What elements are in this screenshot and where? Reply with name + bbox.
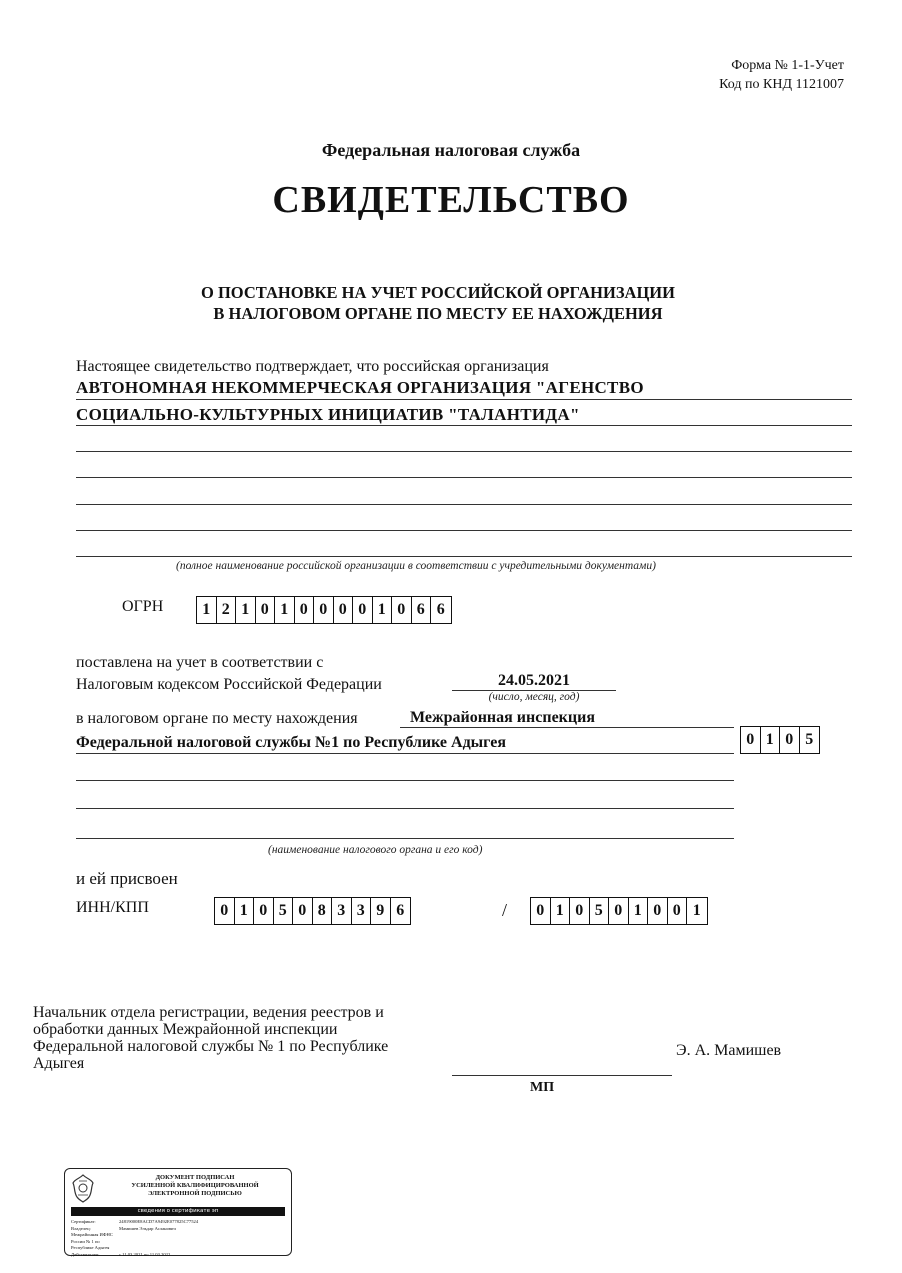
signatory-position-line: Федеральной налоговой службы № 1 по Республике (33, 1038, 389, 1055)
coat-of-arms-icon (71, 1173, 95, 1203)
digit-cell: 6 (412, 597, 432, 623)
digit-cell: 1 (373, 597, 393, 623)
registration-line-1: поставлена на учет в соответствии с (76, 654, 324, 671)
digit-cell: 3 (352, 898, 372, 924)
stamp-row-key: Сертификат: (71, 1219, 96, 1224)
digit-cell: 0 (254, 898, 274, 924)
digit-cell: 1 (761, 727, 781, 753)
divider-line (76, 838, 734, 839)
signatory-position (33, 1004, 453, 1072)
seal-mark: МП (530, 1080, 555, 1095)
divider-line (76, 451, 852, 452)
digit-cell: 0 (295, 597, 315, 623)
digit-cell: 0 (215, 898, 235, 924)
digit-cell: 0 (780, 727, 800, 753)
digit-cell: 9 (371, 898, 391, 924)
stamp-row (71, 1232, 198, 1252)
stamp-row-value: 24819000E8ACD7A9492E077825C77524 (119, 1219, 199, 1224)
signature-line (452, 1075, 672, 1076)
stamp-row-key: Владелец: (71, 1225, 91, 1231)
divider-line (76, 530, 852, 531)
signatory-position-line: Адыгея (33, 1055, 85, 1072)
registration-line-2: Налоговым кодексом Российской Федерации (76, 676, 382, 693)
digit-cell: 1 (236, 597, 256, 623)
digit-cell: 1 (551, 898, 571, 924)
digit-cell: 5 (590, 898, 610, 924)
digit-cell: 0 (392, 597, 412, 623)
stamp-row-key: Действителен: (71, 1251, 100, 1257)
divider-line (76, 477, 852, 478)
stamp-header-line: ДОКУМЕНТ ПОДПИСАН (155, 1174, 235, 1181)
stamp-header-line: УСИЛЕННОЙ КВАЛИФИЦИРОВАННОЙ (131, 1182, 259, 1189)
digit-cell: 0 (353, 597, 373, 623)
digit-cell: 0 (531, 898, 551, 924)
org-caption: (полное наименование российской организации в соответствии с учредительными документами) (176, 560, 656, 572)
date-caption: (число, месяц, год) (488, 691, 580, 703)
agency-name: Федеральная налоговая служба (321, 140, 581, 160)
signatory-position-line: Начальник отдела регистрации, ведения реестров и (33, 1004, 384, 1021)
digit-cell: 0 (293, 898, 313, 924)
digit-cell: 0 (256, 597, 276, 623)
intro-text: Настоящее свидетельство подтверждает, что российская организация (76, 358, 549, 375)
assigned-label: и ей присвоен (76, 869, 178, 888)
divider-line (400, 727, 734, 728)
authority-line-1: Межрайонная инспекция (410, 709, 595, 726)
digit-cell: 6 (396, 902, 405, 919)
authority-line-2: Федеральной налоговой службы №1 по Республике Адыгея (76, 734, 506, 751)
e-signature-stamp (64, 1168, 292, 1256)
digit-cell: 2 (217, 597, 237, 623)
org-name-line-2: СОЦИАЛЬНО-КУЛЬТУРНЫХ ИНИЦИАТИВ "ТАЛАНТИДА" (76, 405, 580, 424)
authority-code-boxes (740, 726, 820, 754)
signatory-name: Э. А. Мамишев (676, 1042, 782, 1059)
stamp-header (105, 1174, 285, 1198)
kpp-boxes (530, 897, 708, 925)
subtitle-line-1: О ПОСТАНОВКЕ НА УЧЕТ РОССИЙСКОЙ ОРГАНИЗАЦИИ (201, 283, 675, 302)
digit-cell: 6 (436, 601, 445, 618)
divider-line (76, 425, 852, 426)
divider-line (76, 504, 852, 505)
stamp-row-value: Мамишев Эльдар Асланович (119, 1225, 176, 1231)
form-number: Форма № 1-1-Учет (731, 58, 844, 73)
registration-date: 24.05.2021 (498, 672, 570, 689)
place-label: в налоговом органе по месту нахождения (76, 710, 358, 727)
digit-cell: 0 (570, 898, 590, 924)
stamp-details (71, 1219, 198, 1258)
digit-cell: 1 (197, 597, 217, 623)
digit-cell: 1 (235, 898, 255, 924)
digit-cell: 8 (313, 898, 333, 924)
inn-kpp-label: ИНН/КПП (76, 899, 149, 916)
form-code-block (719, 56, 844, 94)
stamp-header-line: ЭЛЕКТРОННОЙ ПОДПИСЬЮ (148, 1190, 242, 1197)
knd-code: Код по КНД 1121007 (719, 77, 844, 92)
digit-cell: 0 (609, 898, 629, 924)
stamp-row-value: с 11.03.2021 по 11.03.2022 (119, 1251, 171, 1257)
document-title: СВИДЕТЕЛЬСТВО (272, 179, 630, 221)
digit-cell: 0 (334, 597, 354, 623)
stamp-info-bar: сведения о сертификате эп (71, 1207, 285, 1216)
ogrn-boxes (196, 596, 452, 624)
inn-kpp-separator: / (502, 900, 508, 920)
divider-line (76, 808, 734, 809)
ogrn-label: ОГРН (122, 598, 164, 615)
authority-caption: (наименование налогового органа и его код) (268, 844, 483, 856)
stamp-row (71, 1252, 198, 1259)
digit-cell: 1 (275, 597, 295, 623)
digit-cell: 0 (314, 597, 334, 623)
digit-cell: 1 (629, 898, 649, 924)
divider-line (76, 399, 852, 400)
subtitle-line-2: В НАЛОГОВОМ ОРГАНЕ ПО МЕСТУ ЕЕ НАХОЖДЕНИЯ (213, 304, 663, 323)
divider-line (76, 556, 852, 557)
inn-boxes (214, 897, 411, 925)
digit-cell: 0 (741, 727, 761, 753)
digit-cell: 5 (805, 731, 814, 748)
digit-cell: 5 (274, 898, 294, 924)
org-name-line-1: АВТОНОМНАЯ НЕКОММЕРЧЕСКАЯ ОРГАНИЗАЦИЯ "АГЕНСТВО (76, 378, 644, 397)
digit-cell: 1 (692, 902, 701, 919)
document-subtitle (0, 282, 876, 324)
digit-cell: 3 (332, 898, 352, 924)
digit-cell: 0 (668, 898, 688, 924)
divider-line (76, 753, 734, 754)
signatory-position-line: обработки данных Межрайонной инспекции (33, 1021, 338, 1038)
digit-cell: 0 (648, 898, 668, 924)
divider-line (76, 780, 734, 781)
stamp-row-value: Межрайонная ИФНС России № 1 по Республике Адыгея (71, 1232, 113, 1250)
